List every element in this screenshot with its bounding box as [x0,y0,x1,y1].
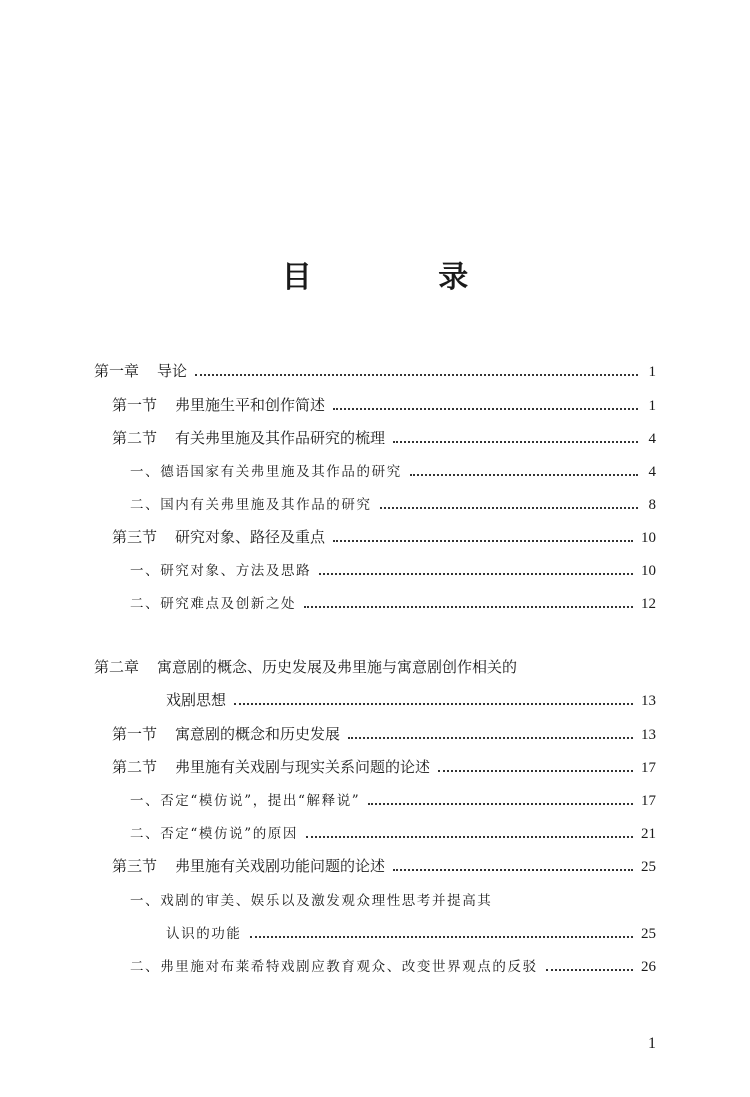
toc-entry-section[interactable] [112,526,656,548]
dot-leader [304,605,633,608]
toc-entry-subsection[interactable] [130,559,656,581]
dot-leader [306,835,633,838]
page-number: 25 [641,926,656,942]
page-number: 17 [641,793,656,809]
page-number: 4 [648,464,656,480]
page-number: 17 [641,760,656,776]
toc-entry-subsection-line1[interactable] [130,889,492,909]
toc-entry-section[interactable] [112,723,656,745]
page-number: 13 [641,727,656,743]
section-number: 第二节 [112,429,158,447]
page-number: 12 [641,596,656,612]
toc-entry-subsection[interactable] [130,955,656,977]
section-number: 第三节 [112,528,158,546]
page-number: 26 [641,959,656,975]
page-number: 1 [648,398,656,414]
dot-leader [348,736,633,739]
section-title: 有关弗里施及其作品研究的梳理 [175,429,386,447]
toc-entry-chapter-2-line1[interactable] [94,656,517,677]
dot-leader [380,506,638,509]
dot-leader [195,373,638,376]
dot-leader [393,868,633,871]
chapter-title: 寓意剧的概念、历史发展及弗里施与寓意剧创作相关的 [157,658,518,676]
subsection-title: 二、否定“模仿说”的原因 [130,826,299,842]
chapter-number: 第二章 [94,658,140,676]
dot-leader [393,440,638,443]
dot-leader [410,473,638,476]
toc-entry-subsection[interactable] [166,922,656,944]
subsection-title: 一、德语国家有关弗里施及其作品的研究 [130,464,402,480]
toc-entry-section[interactable] [112,756,656,778]
dot-leader [250,935,634,938]
toc-entry-section[interactable] [112,394,656,416]
section-title: 研究对象、路径及重点 [175,528,326,546]
toc-entry-section[interactable] [112,427,656,449]
page-number: 25 [641,859,656,875]
toc-entry-subsection[interactable] [130,460,656,482]
page-number: 4 [648,431,656,447]
page-number: 10 [641,563,656,579]
toc-entry-chapter-1[interactable] [94,360,656,382]
footer-page-number: 1 [648,1035,656,1052]
page-number: 13 [641,693,656,709]
dot-leader [319,572,633,575]
section-title: 弗里施有关戏剧功能问题的论述 [175,857,386,875]
subsection-title: 二、弗里施对布莱希特戏剧应教育观众、改变世界观点的反驳 [130,959,538,975]
page-number: 10 [641,530,656,546]
dot-leader [234,702,633,705]
section-title: 弗里施生平和创作简述 [175,396,326,414]
toc-entry-subsection[interactable] [130,493,656,515]
toc-entry-section[interactable] [112,855,656,877]
subsection-title: 一、戏剧的审美、娱乐以及激发观众理性思考并提高其 [130,893,493,909]
dot-leader [546,968,633,971]
page-number: 21 [641,826,656,842]
subsection-title: 二、国内有关弗里施及其作品的研究 [130,497,372,513]
dot-leader [333,539,633,542]
section-number: 第二节 [112,758,158,776]
subsection-title-continued: 认识的功能 [166,926,242,942]
chapter-title-continued: 戏剧思想 [166,691,227,709]
chapter-title: 导论 [157,362,188,380]
dot-leader [438,769,633,772]
toc-entry-chapter-2[interactable] [166,689,656,711]
chapter-number: 第一章 [94,362,140,380]
dot-leader [333,407,638,410]
subsection-title: 二、研究难点及创新之处 [130,596,297,612]
page-number: 8 [648,497,656,513]
toc-entry-subsection[interactable] [130,789,656,811]
subsection-title: 一、研究对象、方法及思路 [130,563,312,579]
page-number: 1 [648,364,656,380]
section-number: 第三节 [112,857,158,875]
section-title: 弗里施有关戏剧与现实关系问题的论述 [175,758,431,776]
page-title: 目 录 [281,260,527,295]
section-number: 第一节 [112,725,158,743]
dot-leader [368,802,633,805]
toc-entry-subsection[interactable] [130,822,656,844]
section-number: 第一节 [112,396,158,414]
toc-entry-subsection[interactable] [130,592,656,614]
subsection-title: 一、否定“模仿说”，提出“解释说” [130,793,361,809]
section-title: 寓意剧的概念和历史发展 [175,725,341,743]
